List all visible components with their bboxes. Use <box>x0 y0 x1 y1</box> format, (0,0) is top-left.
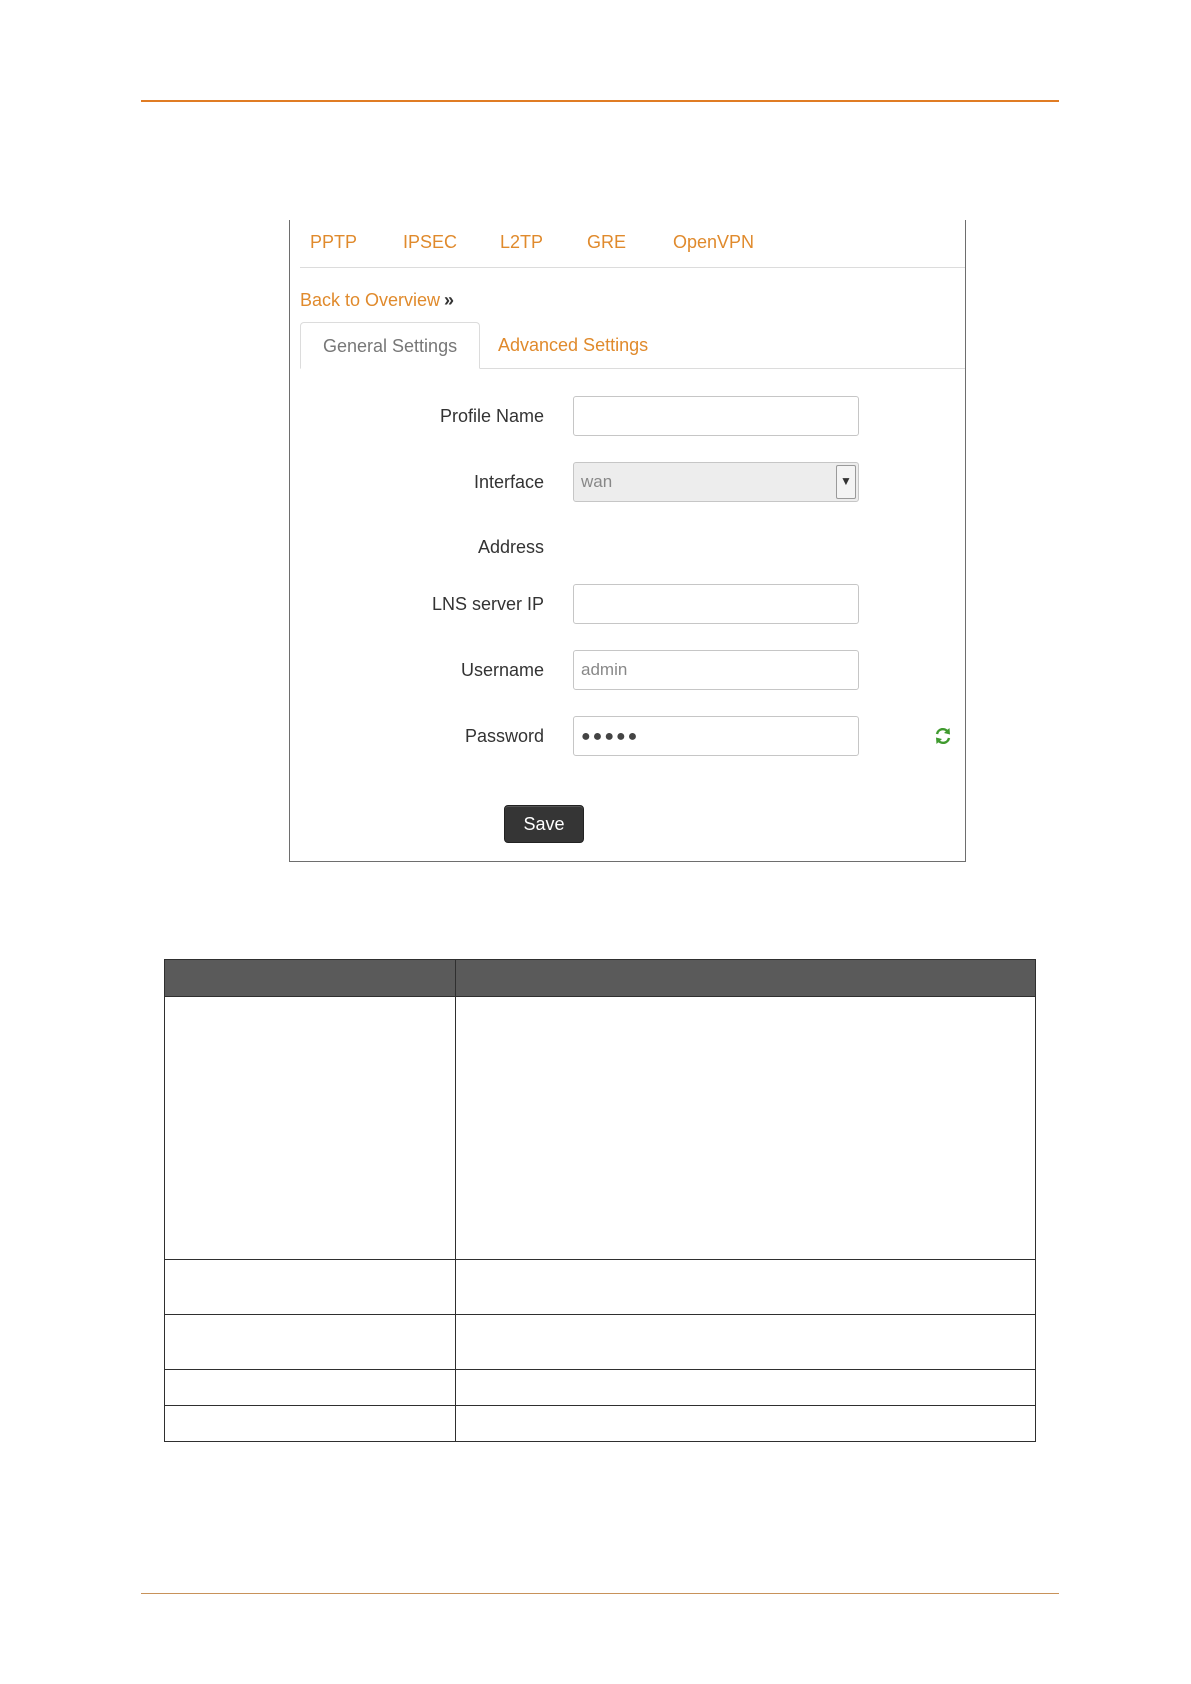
table-row <box>165 1370 1036 1406</box>
lns-server-ip-label: LNS server IP <box>431 594 544 614</box>
back-link-label: Back to Overview <box>300 290 441 310</box>
table-cell <box>456 1260 1036 1315</box>
tab-gre[interactable]: GRE <box>587 232 627 252</box>
settings-tab-bar <box>300 322 965 369</box>
interface-select[interactable] <box>573 462 859 502</box>
chevron-down-icon[interactable]: ▼ <box>836 465 856 499</box>
description-table <box>164 959 1036 1442</box>
table-header-cell <box>456 960 1036 997</box>
tab-general-settings[interactable]: General Settings <box>300 322 480 369</box>
table-cell <box>165 1315 456 1370</box>
password-label: Password <box>464 726 544 746</box>
protocol-tab-bar <box>300 220 965 268</box>
address-label: Address <box>477 537 544 557</box>
table-cell <box>456 1370 1036 1406</box>
table-row <box>165 1406 1036 1442</box>
refresh-icon[interactable] <box>934 726 952 746</box>
chevron-right-icon: » <box>444 290 455 310</box>
table-header-row <box>165 960 1036 997</box>
table-row <box>165 997 1036 1260</box>
tab-advanced-settings[interactable]: Advanced Settings <box>498 335 649 355</box>
lns-server-ip-input[interactable] <box>573 584 859 624</box>
save-button[interactable]: Save <box>504 805 584 843</box>
tab-pptp[interactable]: PPTP <box>310 232 358 252</box>
tab-openvpn[interactable]: OpenVPN <box>673 232 755 252</box>
username-label: Username <box>460 660 544 680</box>
screenshot-frame <box>289 220 966 862</box>
footer-rule <box>141 1593 1059 1594</box>
table-cell <box>456 1406 1036 1442</box>
table-cell <box>456 997 1036 1260</box>
tab-l2tp[interactable]: L2TP <box>500 232 544 252</box>
interface-selected-value: wan <box>581 472 613 491</box>
table-cell <box>165 1406 456 1442</box>
username-input[interactable]: admin <box>573 650 859 690</box>
back-to-overview-link[interactable] <box>300 290 454 311</box>
tab-ipsec[interactable]: IPSEC <box>403 232 458 252</box>
table-cell <box>165 997 456 1260</box>
password-input[interactable] <box>573 716 859 756</box>
table-row <box>165 1260 1036 1315</box>
table-cell <box>165 1260 456 1315</box>
profile-name-label: Profile Name <box>439 406 544 426</box>
table-row <box>165 1315 1036 1370</box>
header-rule <box>141 100 1059 102</box>
table-header-cell <box>165 960 456 997</box>
table-cell <box>165 1370 456 1406</box>
password-mask: ●●●●● <box>581 728 640 745</box>
profile-name-input[interactable] <box>573 396 859 436</box>
interface-label: Interface <box>473 472 544 492</box>
table-cell <box>456 1315 1036 1370</box>
